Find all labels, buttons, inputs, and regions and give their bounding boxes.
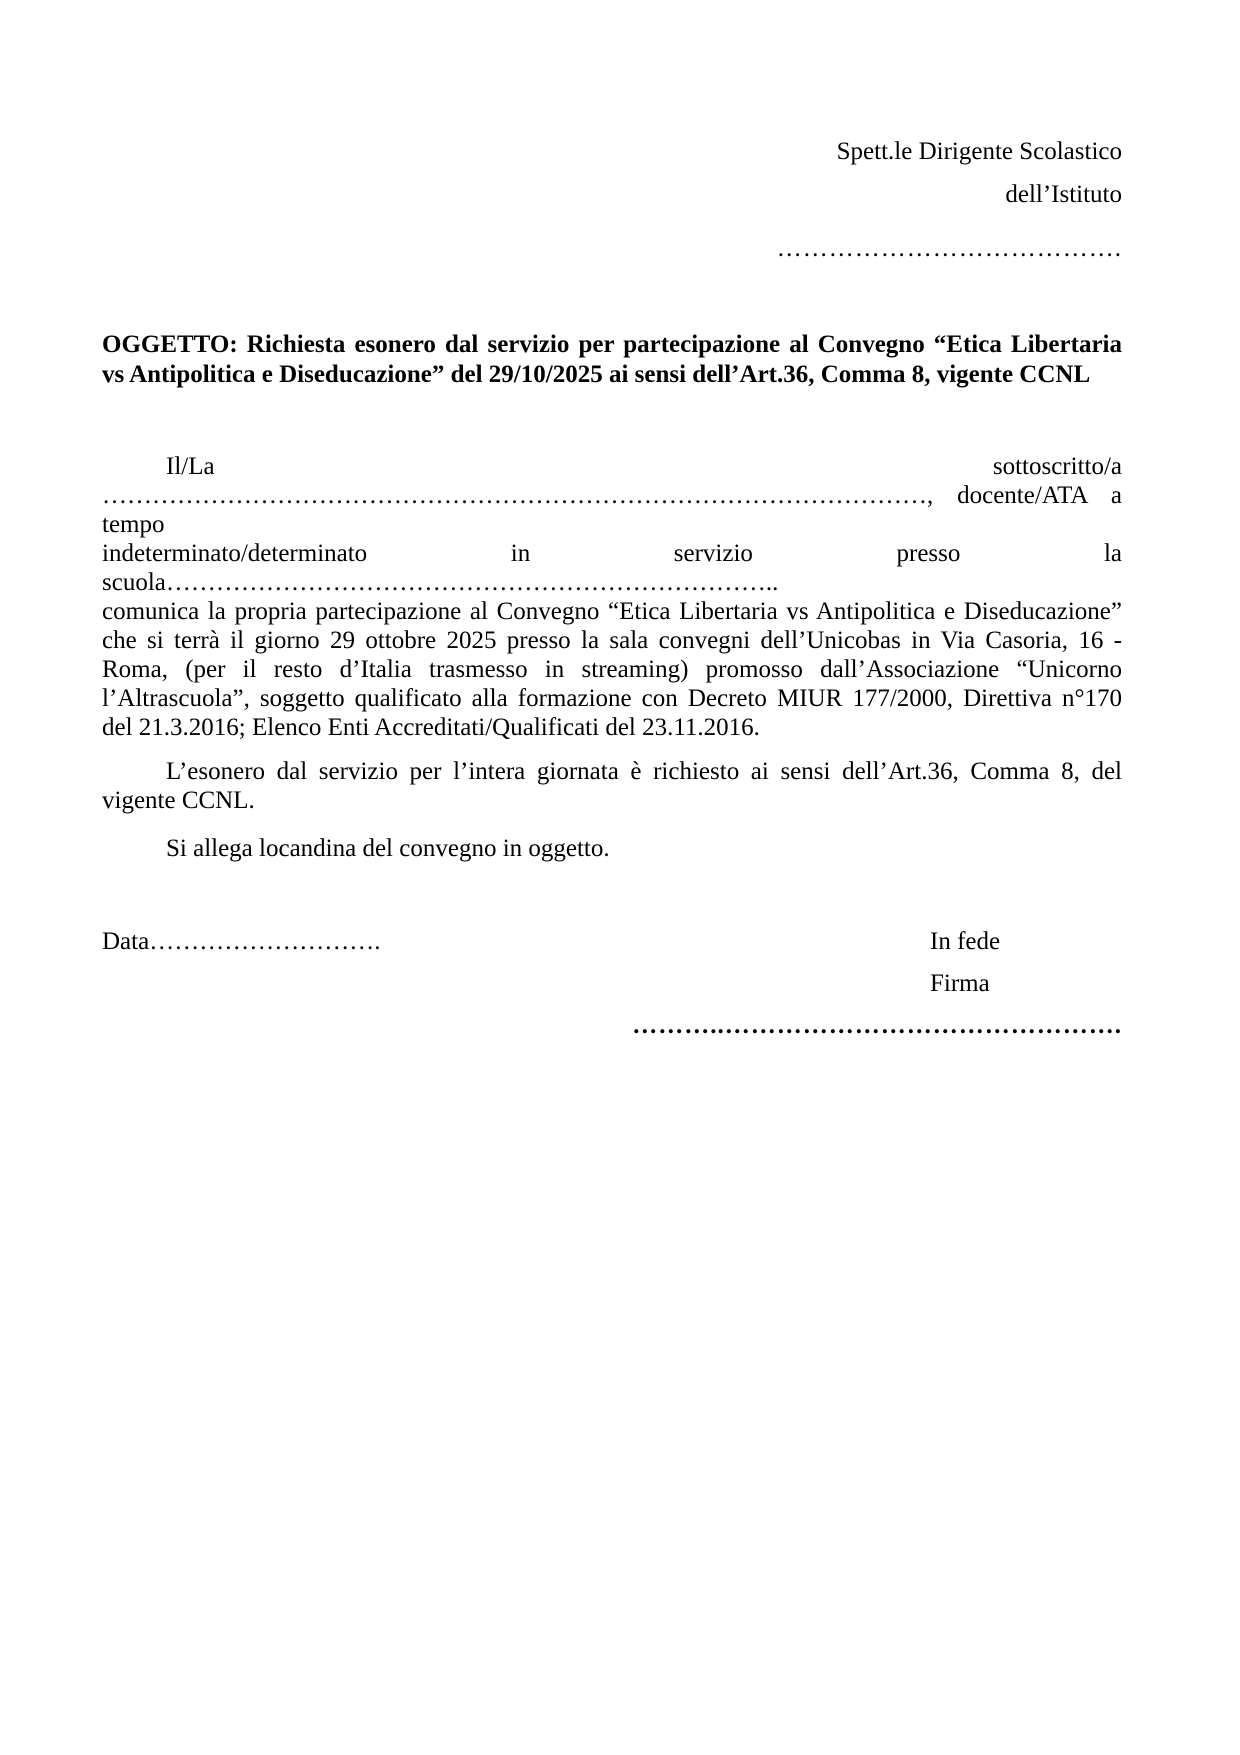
closing-row bbox=[102, 927, 1122, 956]
paragraph-allegato-line-1: Si allega locandina del convegno in oggetto. bbox=[166, 835, 610, 862]
date-fill-in-line: Data………………………. bbox=[102, 928, 381, 955]
recipient-block bbox=[102, 137, 1122, 264]
paragraph-participation-line-4: che si terrà il giorno 29 ottobre 2025 presso la sala convegni dell’Unicobas in Via Casoria, 16 - bbox=[102, 627, 1122, 654]
paragraph-allegato bbox=[102, 834, 1122, 863]
subject-line-1: OGGETTO: Richiesta esonero dal servizio per partecipazione al Convegno “Etica Libertaria bbox=[102, 331, 1122, 358]
subject-heading bbox=[102, 330, 1122, 390]
firma-row bbox=[102, 969, 1122, 998]
paragraph-esonero-line-2: vigente CCNL. bbox=[102, 787, 255, 814]
paragraph-esonero bbox=[102, 757, 1122, 815]
paragraph-participation-line-3: comunica la propria partecipazione al Convegno “Etica Libertaria vs Antipolitica e Diseducazione” bbox=[102, 598, 1122, 625]
in-fede-label: In fede bbox=[930, 928, 1001, 955]
recipient-line-1: Spett.le Dirigente Scolastico bbox=[836, 138, 1122, 165]
paragraph-participation bbox=[102, 452, 1122, 742]
subject-line-2: vs Antipolitica e Diseducazione” del 29/10/2025 ai sensi dell’Art.36, Comma 8, vigente CCNL bbox=[102, 361, 1091, 388]
recipient-line-2: dell’Istituto bbox=[1005, 181, 1122, 208]
recipient-fill-in-dots: …………………………………. bbox=[776, 235, 1122, 262]
paragraph-participation-line-6: l’Altrascuola”, soggetto qualificato alla formazione con Decreto MIUR 177/2000, Direttiva n°170 bbox=[102, 685, 1122, 712]
firma-label: Firma bbox=[930, 970, 990, 997]
paragraph-esonero-line-1: L’esonero dal servizio per l’intera giornata è richiesto ai sensi dell’Art.36, Comma 8, del bbox=[166, 758, 1122, 785]
signature-fill-in-dots: ………..………………………………………. bbox=[632, 1012, 1122, 1039]
paragraph-participation-line-5: Roma, (per il resto d’Italia trasmesso in streaming) promosso dall’Associazione “Unicorno bbox=[102, 656, 1122, 683]
paragraph-participation-line-2: indeterminato/determinato in servizio presso la scuola……………………………………………………………….. bbox=[102, 540, 1122, 596]
paragraph-participation-line-7: del 21.3.2016; Elenco Enti Accreditati/Qualificati del 23.11.2016. bbox=[102, 714, 760, 741]
paragraph-participation-line-1: Il/La sottoscritto/a ………………………………………………………………………………………, docente/ATA a tempo bbox=[102, 453, 1122, 538]
